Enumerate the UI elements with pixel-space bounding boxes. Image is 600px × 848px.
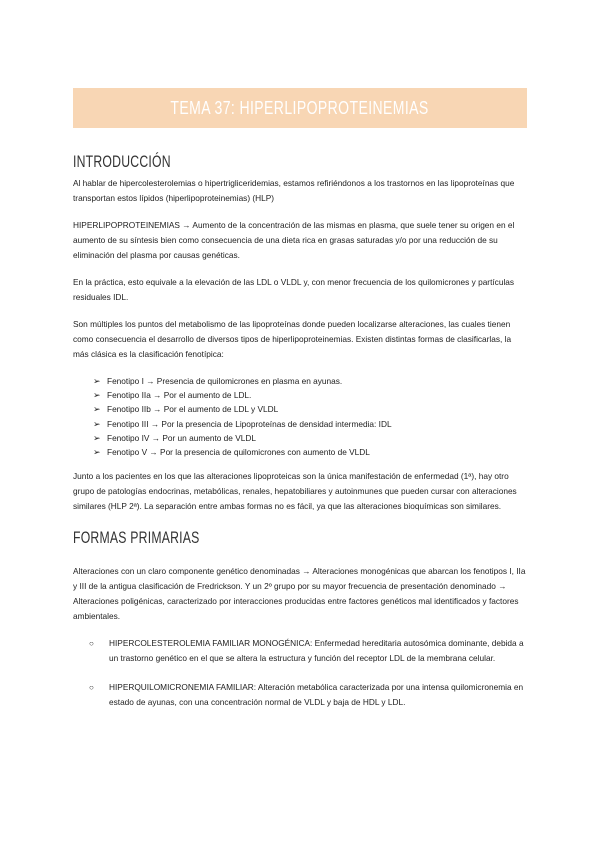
circle-bullet-icon: ○ <box>89 639 94 649</box>
list-item: ○ HIPERCOLESTEROLEMIA FAMILIAR MONOGÉNICA: Enfermedad hereditaria autosómica dominante, debida a un trastorno genético en el que se altera la estructura y función del receptor LDL de la membrana celular. <box>89 636 527 666</box>
paragraph: Al hablar de hipercolesterolemias o hipertrigliceridemias, estamos refiriéndonos a los trastornos en las lipoproteínas que transportan estos lípidos (hiperlipoproteinemias) (HLP) <box>73 178 515 203</box>
title-banner <box>73 88 527 128</box>
section-heading-introduccion: INTRODUCCIÓN <box>73 152 171 171</box>
paragraph: Junto a los pacientes en los que las alteraciones lipoproteicas son la única manifestación de enfermedad (1ª), hay otro grupo de patologías endocrinas, metabólicas, renales, hepatobiliares y autoinmunes que pueden cursar con alteraciones similares (HLP 2ª). La separación entre ambas formas no es fácil, ya que las alteraciones bioquímicas son similares. <box>73 471 517 512</box>
list-item: ➢ Fenotipo III → Por la presencia de Lipoproteínas de densidad intermedia: IDL <box>93 417 527 431</box>
list-item: ➢ Fenotipo IIa → Por el aumento de LDL. <box>93 388 527 402</box>
arrow-bullet-icon: ➢ <box>93 376 101 386</box>
paragraph: Son múltiples los puntos del metabolismo de las lipoproteínas donde pueden localizarse alteraciones, las cuales tienen como consecuencia el desarrollo de diversos tipos de hiperlipoproteinemias. Existen distintas formas de clasificarlas, la más clásica es la clasificación fenotípica: <box>73 319 512 359</box>
arrow-bullet-icon: ➢ <box>93 432 101 443</box>
paragraph: HIPERLIPOPROTEINEMIAS → Aumento de la concentración de las mismas en plasma, que suele tener su origen en el aumento de su síntesis bien como consecuencia de una dieta rica en grasas saturadas y/o por una reducción de su eliminación del plasma por causas genéticas. <box>73 220 515 260</box>
list-item: ➢ Fenotipo V → Por la presencia de quilomicrones con aumento de VLDL <box>93 445 527 459</box>
document-title: TEMA 37: HIPERLIPOPROTEINEMIAS <box>170 97 430 118</box>
list-item: ➢ Fenotipo IIb → Por el aumento de LDL y VLDL <box>93 402 527 416</box>
document-body <box>73 152 527 724</box>
list-item: ➢ Fenotipo I → Presencia de quilomicrones en plasma en ayunas. <box>93 374 527 388</box>
arrow-bullet-icon: ➢ <box>93 390 101 401</box>
list-item: ○ HIPERQUILOMICRONEMIA FAMILIAR: Alteración metabólica caracterizada por una intensa quilomicronemia en estado de ayunas, con una concentración normal de VLDL y baja de HDL y LDL. <box>89 680 527 710</box>
section-heading-formas-primarias: FORMAS PRIMARIAS <box>73 528 200 548</box>
paragraph: En la práctica, esto equivale a la elevación de las LDL o VLDL y, con menor frecuencia de los quilomicrones y partículas residuales IDL. <box>73 277 515 302</box>
arrow-bullet-icon: ➢ <box>93 404 101 415</box>
primary-forms-list <box>73 636 527 710</box>
paragraph: Alteraciones con un claro componente genético denominadas → Alteraciones monogénicas que abarcan los fenotipos I, IIa y III de la antigua clasificación de Fredrickson. Y un 2º grupo por su mayor frecuencia de presentación denominado → Alteraciones poligénicas, caracterizado por interacciones producidas entre factores genéticos mal identificados y factores ambientales. <box>73 566 526 622</box>
phenotype-list <box>73 374 527 459</box>
arrow-bullet-icon: ➢ <box>93 447 101 458</box>
list-item: ➢ Fenotipo IV → Por un aumento de VLDL <box>93 431 527 445</box>
arrow-bullet-icon: ➢ <box>93 418 101 429</box>
circle-bullet-icon: ○ <box>89 683 94 693</box>
